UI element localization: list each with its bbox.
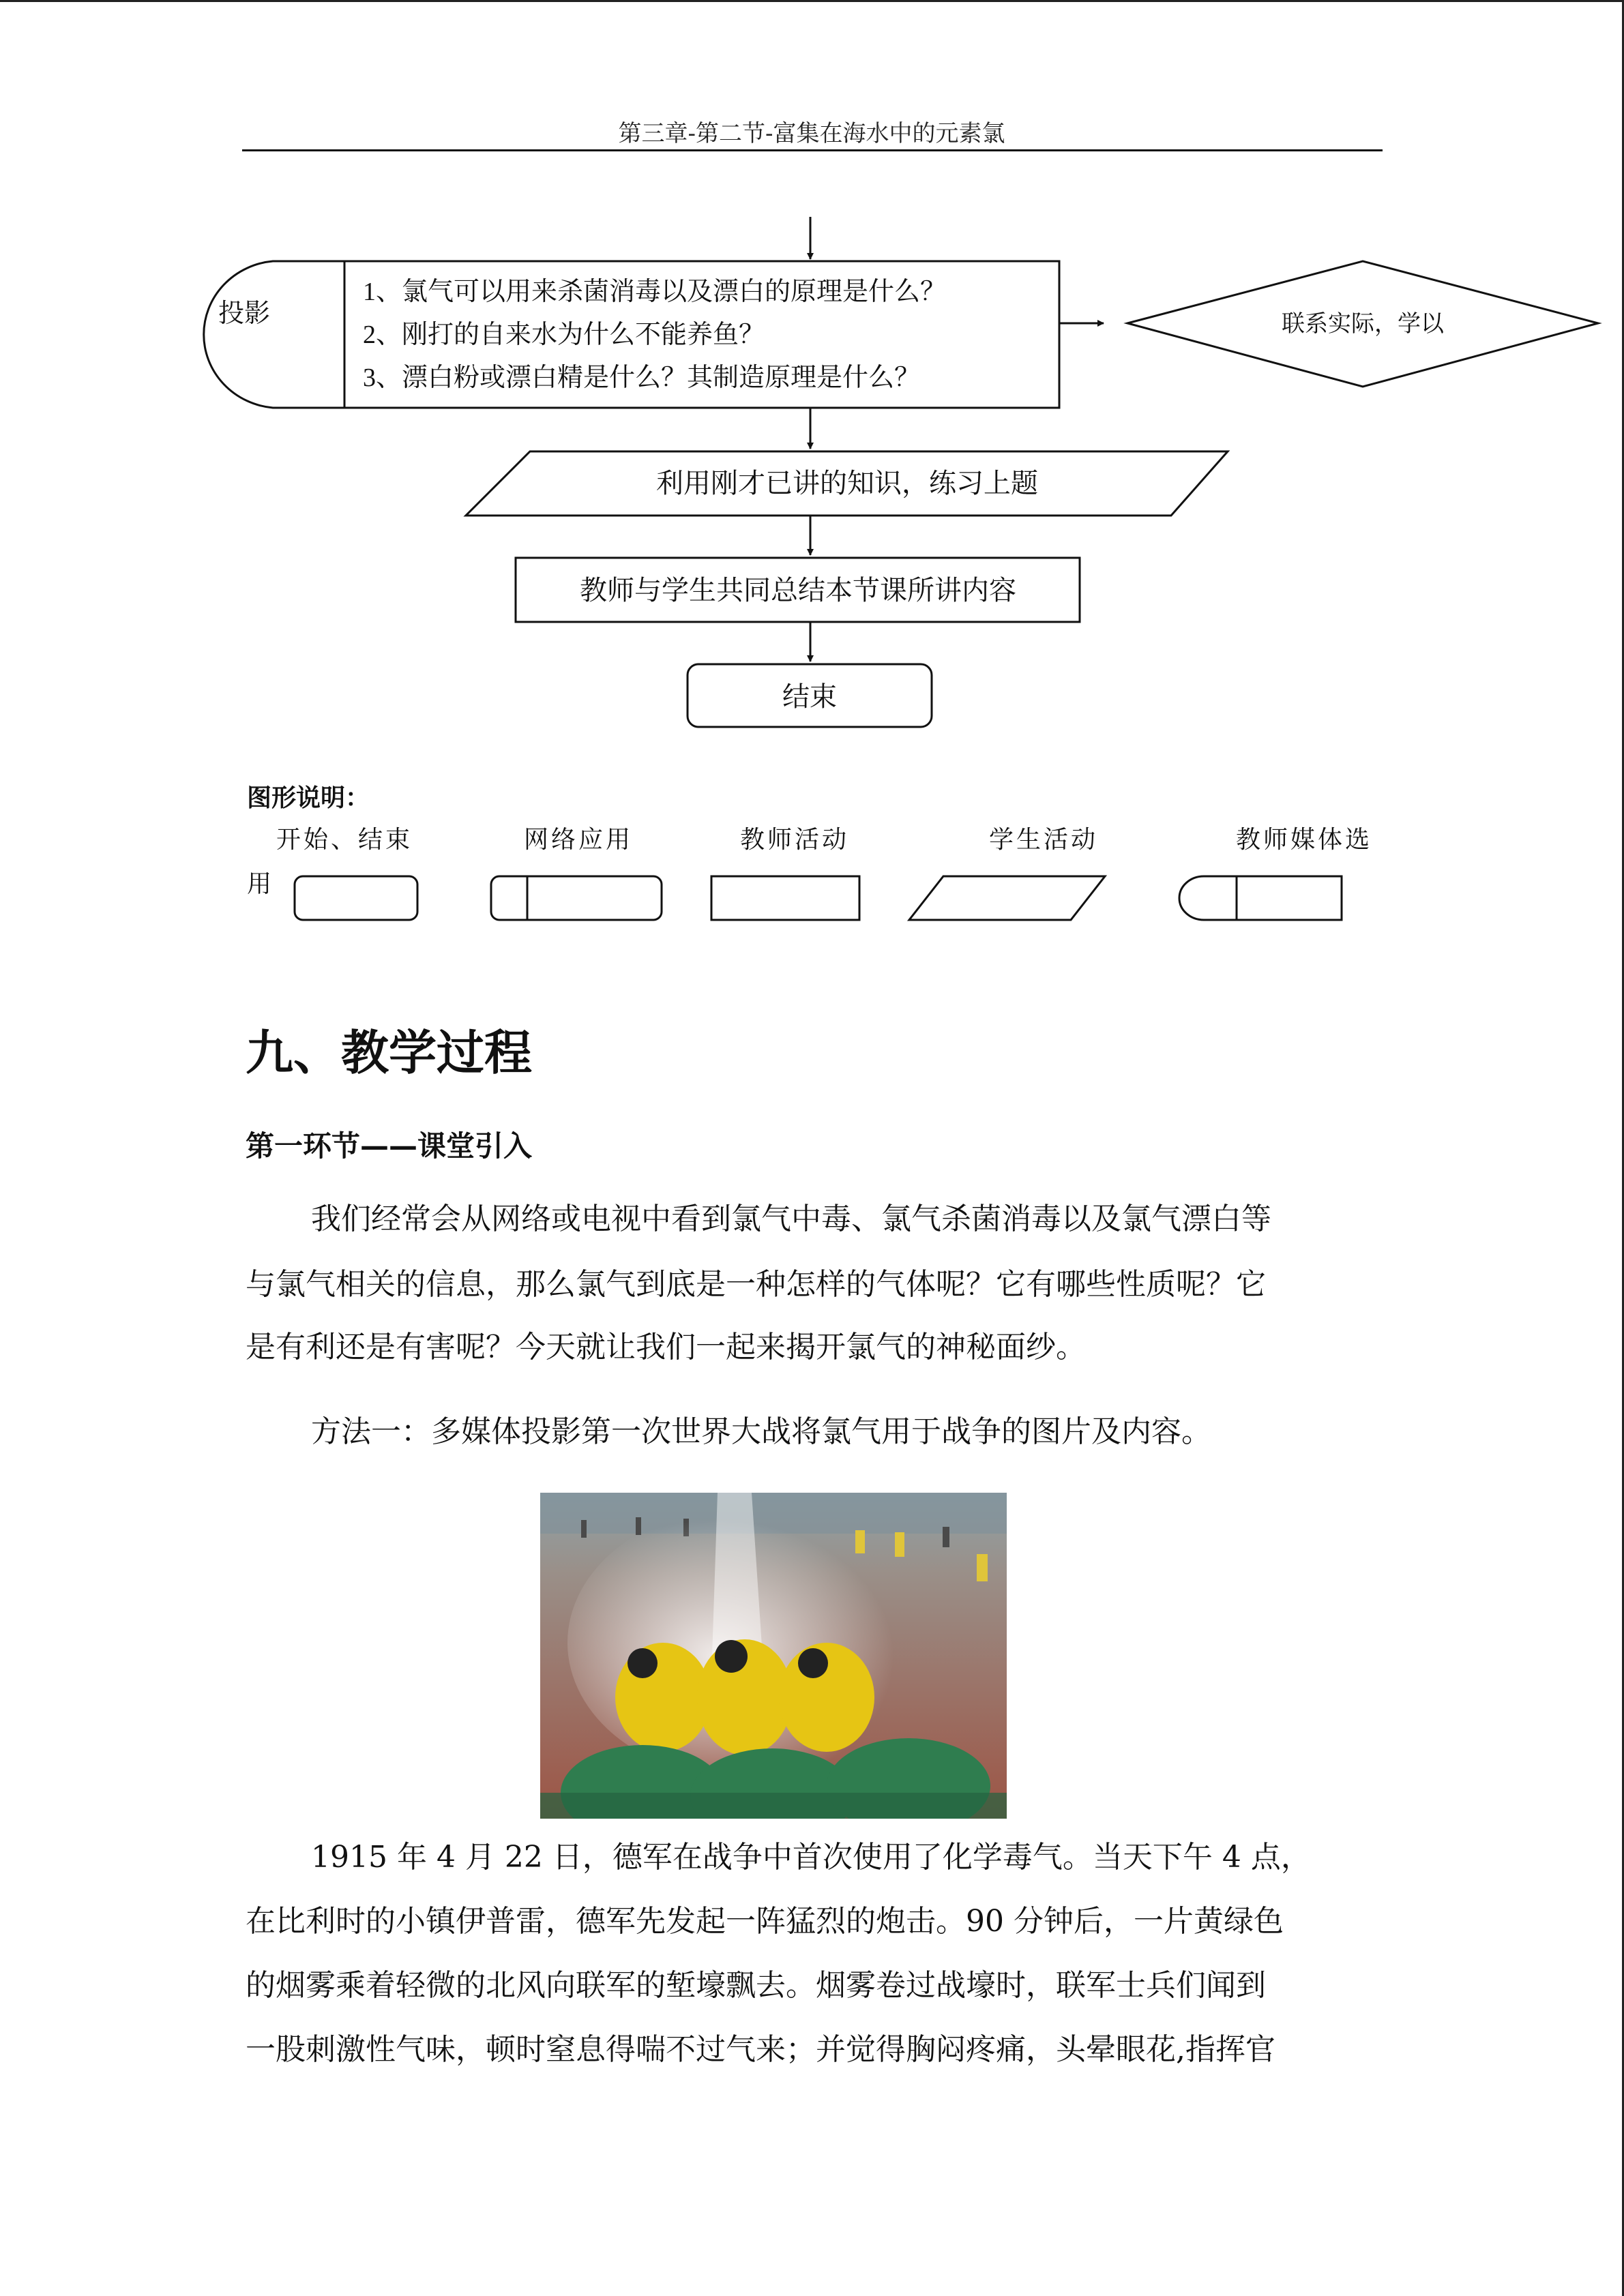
- history-line: 的烟雾乘着轻微的北风向联军的堑壕飘去。烟雾卷过战壕时，联军士兵们闻到: [246, 1968, 1266, 2003]
- end-text: 结束: [782, 681, 837, 712]
- history-line: 1915 年 4 月 22 日，德军在战争中首次使用了化学毒气。当天下午 4 点，: [311, 1840, 1311, 1875]
- legend-label-teacher: 教师活动: [740, 826, 850, 854]
- history-line: 一股刺激性气味，顿时窒息得喘不过气来；并觉得胸闷疼痛，头晕眼花,指挥官: [246, 2032, 1275, 2067]
- summary-text: 教师与学生共同总结本节课所讲内容: [580, 575, 1016, 606]
- legend-title: 图形说明：: [247, 784, 370, 812]
- legend-label-wrap: 用: [247, 870, 272, 898]
- question-line: 3、漂白粉或漂白精是什么？其制造原理是什么？: [363, 363, 921, 392]
- running-header: 第三章-第二节-富集在海水中的元素氯: [618, 120, 1005, 147]
- legend-label-network: 网络应用: [524, 826, 634, 854]
- legend-student-shape: [909, 876, 1105, 920]
- media-label: 投影: [218, 299, 271, 328]
- intro-line: 是有利还是有害呢？今天就让我们一起来揭开氯气的神秘面纱。: [246, 1330, 1086, 1365]
- intro-line: 我们经常会从网络或电视中看到氯气中毒、氯气杀菌消毒以及氯气漂白等: [311, 1202, 1271, 1236]
- intro-line: 与氯气相关的信息，那么氯气到底是一种怎样的气体呢？它有哪些性质呢？它: [246, 1267, 1266, 1302]
- question-line: 2、刚打的自来水为什么不能养鱼？: [363, 320, 765, 349]
- section-title: 九、教学过程: [246, 1025, 532, 1081]
- legend-media-shape-curve: [1179, 876, 1237, 920]
- history-line: 在比利时的小镇伊普雷，德军先发起一阵猛烈的炮击。90 分钟后，一片黄绿色: [246, 1904, 1284, 1939]
- decision-text: 联系实际，学以: [1282, 312, 1444, 337]
- legend-start-end-shape: [295, 876, 417, 920]
- legend-label-student: 学生活动: [989, 826, 1099, 854]
- section-subtitle: 第一环节——课堂引入: [246, 1129, 533, 1163]
- media-symbol-shape: [204, 261, 344, 408]
- method-line: 方法一：多媒体投影第一次世界大战将氯气用于战争的图片及内容。: [311, 1414, 1211, 1449]
- legend-label-media: 教师媒体选: [1236, 826, 1373, 854]
- legend-network-shape: [491, 876, 662, 920]
- legend-media-shape-box: [1237, 876, 1342, 920]
- historical-photo: [540, 1493, 1007, 1819]
- legend-teacher-shape: [711, 876, 859, 920]
- question-line: 1、氯气可以用来杀菌消毒以及漂白的原理是什么？: [363, 278, 947, 306]
- flowchart: [0, 0, 1624, 955]
- legend-label-start-end: 开始、结束: [276, 826, 413, 854]
- exercise-text: 利用刚才已讲的知识，练习上题: [656, 468, 1038, 498]
